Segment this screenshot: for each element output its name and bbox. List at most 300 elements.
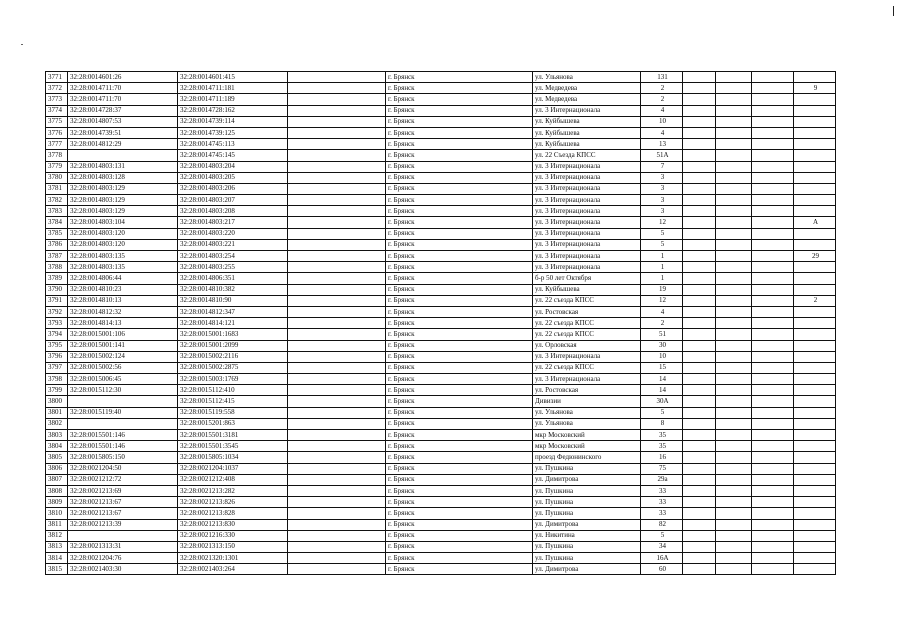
parcel-number: 32:28:0014806:44: [68, 273, 178, 284]
extra-cell-2: [716, 441, 752, 452]
object-number: 32:28:0014803:205: [178, 172, 288, 183]
house-number: 33: [641, 508, 683, 519]
house-number: 10: [641, 351, 683, 362]
extra-cell-2: [716, 306, 752, 317]
blank-cell: [288, 172, 386, 183]
extra-cell-1: [683, 161, 716, 172]
blank-cell: [288, 105, 386, 116]
parcel-number: 32:28:0014601:26: [68, 72, 178, 83]
extra-cell-4: [794, 105, 836, 116]
city: г. Брянск: [386, 441, 533, 452]
parcel-number: [68, 530, 178, 541]
extra-cell-3: [752, 206, 794, 217]
extra-cell-4: [794, 541, 836, 552]
object-number: 32:28:0014803:207: [178, 195, 288, 206]
object-number: 32:28:0014711:189: [178, 94, 288, 105]
parcel-number: 32:28:0015002:124: [68, 351, 178, 362]
row-number: 3790: [46, 284, 68, 295]
house-number: 13: [641, 139, 683, 150]
extra-cell-3: [752, 127, 794, 138]
extra-cell-3: [752, 183, 794, 194]
city: г. Брянск: [386, 239, 533, 250]
extra-cell-2: [716, 519, 752, 530]
parcel-number: 32:28:0014711:70: [68, 94, 178, 105]
object-number: 32:28:0014812:347: [178, 306, 288, 317]
extra-cell-2: [716, 239, 752, 250]
parcel-number: 32:28:0021204:76: [68, 553, 178, 564]
extra-cell-3: [752, 441, 794, 452]
house-number: 12: [641, 217, 683, 228]
blank-cell: [288, 318, 386, 329]
city: г. Брянск: [386, 385, 533, 396]
extra-cell-3: [752, 396, 794, 407]
street: Дивизии: [533, 396, 641, 407]
table-row: [46, 441, 836, 452]
blank-cell: [288, 508, 386, 519]
house-number: 5: [641, 407, 683, 418]
city: г. Брянск: [386, 150, 533, 161]
extra-cell-3: [752, 497, 794, 508]
table-row: [46, 306, 836, 317]
city: г. Брянск: [386, 127, 533, 138]
row-number: 3783: [46, 206, 68, 217]
street: ул. Ульянова: [533, 418, 641, 429]
extra-cell-2: [716, 396, 752, 407]
extra-cell-2: [716, 418, 752, 429]
house-number: 1: [641, 251, 683, 262]
parcel-number: 32:28:0021212:72: [68, 474, 178, 485]
extra-cell-1: [683, 396, 716, 407]
extra-cell-2: [716, 430, 752, 441]
blank-cell: [288, 362, 386, 373]
extra-cell-4: [794, 150, 836, 161]
street: ул. Пушкина: [533, 541, 641, 552]
blank-cell: [288, 396, 386, 407]
object-number: 32:28:0014810:382: [178, 284, 288, 295]
row-number: 3794: [46, 329, 68, 340]
city: г. Брянск: [386, 374, 533, 385]
house-number: 30А: [641, 396, 683, 407]
table-row: [46, 228, 836, 239]
blank-cell: [288, 161, 386, 172]
parcel-number: 32:28:0015001:141: [68, 340, 178, 351]
extra-cell-3: [752, 508, 794, 519]
city: г. Брянск: [386, 116, 533, 127]
table-row: [46, 430, 836, 441]
extra-cell-3: [752, 418, 794, 429]
extra-cell-4: [794, 374, 836, 385]
object-number: 32:28:0015501:3181: [178, 430, 288, 441]
table-row: [46, 251, 836, 262]
parcel-number: 32:28:0014807:53: [68, 116, 178, 127]
extra-cell-2: [716, 161, 752, 172]
extra-cell-4: [794, 284, 836, 295]
extra-cell-4: [794, 452, 836, 463]
extra-cell-4: [794, 318, 836, 329]
street: ул. 22 съезда КПСС: [533, 318, 641, 329]
row-number: 3810: [46, 508, 68, 519]
street: б-р 50 лет Октября: [533, 273, 641, 284]
house-number: 14: [641, 385, 683, 396]
extra-cell-2: [716, 206, 752, 217]
blank-cell: [288, 127, 386, 138]
blank-cell: [288, 497, 386, 508]
extra-cell-2: [716, 564, 752, 575]
house-number: 34: [641, 541, 683, 552]
extra-cell-3: [752, 83, 794, 94]
parcel-number: 32:28:0014739:51: [68, 127, 178, 138]
row-number: 3814: [46, 553, 68, 564]
parcel-number: 32:28:0021213:67: [68, 497, 178, 508]
extra-cell-3: [752, 362, 794, 373]
city: г. Брянск: [386, 206, 533, 217]
city: г. Брянск: [386, 519, 533, 530]
city: г. Брянск: [386, 329, 533, 340]
extra-cell-3: [752, 407, 794, 418]
extra-cell-4: [794, 463, 836, 474]
parcel-number: 32:28:0014803:129: [68, 195, 178, 206]
extra-cell-1: [683, 150, 716, 161]
extra-cell-2: [716, 195, 752, 206]
city: г. Брянск: [386, 418, 533, 429]
extra-cell-3: [752, 195, 794, 206]
table-row: [46, 127, 836, 138]
extra-cell-1: [683, 284, 716, 295]
extra-cell-1: [683, 72, 716, 83]
extra-cell-1: [683, 519, 716, 530]
city: г. Брянск: [386, 318, 533, 329]
city: г. Брянск: [386, 485, 533, 496]
house-number: 29а: [641, 474, 683, 485]
object-number: 32:28:0021213:826: [178, 497, 288, 508]
house-number: 5: [641, 530, 683, 541]
house-number: 35: [641, 441, 683, 452]
extra-cell-2: [716, 485, 752, 496]
row-number: 3774: [46, 105, 68, 116]
house-number: 4: [641, 105, 683, 116]
street: ул. Димитрова: [533, 474, 641, 485]
table-row: [46, 94, 836, 105]
table-row: [46, 396, 836, 407]
extra-cell-4: [794, 362, 836, 373]
extra-cell-3: [752, 72, 794, 83]
house-number: 4: [641, 127, 683, 138]
blank-cell: [288, 83, 386, 94]
city: г. Брянск: [386, 564, 533, 575]
row-number: 3784: [46, 217, 68, 228]
row-number: 3800: [46, 396, 68, 407]
parcel-number: 32:28:0015501:146: [68, 441, 178, 452]
extra-cell-2: [716, 508, 752, 519]
object-number: 32:28:0021403:264: [178, 564, 288, 575]
blank-cell: [288, 441, 386, 452]
blank-cell: [288, 150, 386, 161]
row-number: 3805: [46, 452, 68, 463]
city: г. Брянск: [386, 407, 533, 418]
house-number: 10: [641, 116, 683, 127]
row-number: 3804: [46, 441, 68, 452]
extra-cell-4: 29: [794, 251, 836, 262]
blank-cell: [288, 217, 386, 228]
extra-cell-4: А: [794, 217, 836, 228]
table-row: [46, 530, 836, 541]
blank-cell: [288, 94, 386, 105]
house-number: 75: [641, 463, 683, 474]
extra-cell-4: [794, 418, 836, 429]
page-edge-mark: [893, 6, 894, 16]
table-row: [46, 497, 836, 508]
extra-cell-3: [752, 553, 794, 564]
extra-cell-1: [683, 139, 716, 150]
blank-cell: [288, 485, 386, 496]
table-row: [46, 150, 836, 161]
blank-cell: [288, 239, 386, 250]
extra-cell-2: [716, 474, 752, 485]
extra-cell-2: [716, 172, 752, 183]
extra-cell-1: [683, 318, 716, 329]
table-row: [46, 83, 836, 94]
object-number: 32:28:0021212:408: [178, 474, 288, 485]
extra-cell-4: [794, 161, 836, 172]
parcel-number: 32:28:0014728:37: [68, 105, 178, 116]
street: ул. Пушкина: [533, 497, 641, 508]
street: ул. Куйбышева: [533, 116, 641, 127]
blank-cell: [288, 463, 386, 474]
object-number: 32:28:0015201:863: [178, 418, 288, 429]
blank-cell: [288, 195, 386, 206]
house-number: 12: [641, 295, 683, 306]
extra-cell-4: [794, 239, 836, 250]
object-number: 32:28:0015002:2116: [178, 351, 288, 362]
blank-cell: [288, 262, 386, 273]
table-row: [46, 385, 836, 396]
street: ул. 3 Интернационала: [533, 195, 641, 206]
blank-cell: [288, 329, 386, 340]
city: г. Брянск: [386, 474, 533, 485]
parcel-number: 32:28:0021403:30: [68, 564, 178, 575]
row-number: 3786: [46, 239, 68, 250]
street: ул. Пушкина: [533, 485, 641, 496]
street: ул. Димитрова: [533, 564, 641, 575]
street: ул. 3 Интернационала: [533, 251, 641, 262]
extra-cell-2: [716, 183, 752, 194]
parcel-number: 32:28:0014810:13: [68, 295, 178, 306]
table-row: [46, 72, 836, 83]
extra-cell-4: [794, 72, 836, 83]
extra-cell-3: [752, 530, 794, 541]
blank-cell: [288, 564, 386, 575]
table-row: [46, 262, 836, 273]
extra-cell-2: [716, 340, 752, 351]
table-row: [46, 116, 836, 127]
extra-cell-2: [716, 228, 752, 239]
extra-cell-3: [752, 306, 794, 317]
extra-cell-2: [716, 553, 752, 564]
house-number: 2: [641, 83, 683, 94]
parcel-number: 32:28:0014803:104: [68, 217, 178, 228]
parcel-number: 32:28:0014803:129: [68, 183, 178, 194]
extra-cell-3: [752, 485, 794, 496]
extra-cell-3: [752, 351, 794, 362]
city: г. Брянск: [386, 217, 533, 228]
extra-cell-1: [683, 407, 716, 418]
extra-cell-1: [683, 441, 716, 452]
extra-cell-1: [683, 385, 716, 396]
house-number: 16А: [641, 553, 683, 564]
street: ул. Ростовская: [533, 306, 641, 317]
extra-cell-1: [683, 273, 716, 284]
row-number: 3797: [46, 362, 68, 373]
object-number: 32:28:0014810:90: [178, 295, 288, 306]
object-number: 32:28:0014806:351: [178, 273, 288, 284]
parcel-number: 32:28:0014803:120: [68, 228, 178, 239]
object-number: 32:28:0014711:181: [178, 83, 288, 94]
table-row: [46, 374, 836, 385]
house-number: 8: [641, 418, 683, 429]
extra-cell-1: [683, 206, 716, 217]
city: г. Брянск: [386, 139, 533, 150]
extra-cell-3: [752, 284, 794, 295]
object-number: 32:28:0014803:255: [178, 262, 288, 273]
city: г. Брянск: [386, 262, 533, 273]
extra-cell-4: [794, 553, 836, 564]
extra-cell-4: [794, 139, 836, 150]
row-number: 3812: [46, 530, 68, 541]
object-number: 32:28:0014601:415: [178, 72, 288, 83]
blank-cell: [288, 407, 386, 418]
street: ул. Ульянова: [533, 407, 641, 418]
blank-cell: [288, 206, 386, 217]
extra-cell-3: [752, 273, 794, 284]
city: г. Брянск: [386, 553, 533, 564]
extra-cell-3: [752, 161, 794, 172]
parcel-number: 32:28:0021213:69: [68, 485, 178, 496]
parcel-number: 32:28:0014803:135: [68, 251, 178, 262]
table-row: [46, 351, 836, 362]
table-row: [46, 161, 836, 172]
row-number: 3796: [46, 351, 68, 362]
object-number: 32:28:0014814:121: [178, 318, 288, 329]
extra-cell-4: [794, 441, 836, 452]
extra-cell-1: [683, 228, 716, 239]
extra-cell-2: [716, 83, 752, 94]
row-number: 3799: [46, 385, 68, 396]
house-number: 5: [641, 228, 683, 239]
street: ул. 3 Интернационала: [533, 374, 641, 385]
extra-cell-1: [683, 463, 716, 474]
blank-cell: [288, 541, 386, 552]
row-number: 3811: [46, 519, 68, 530]
extra-cell-4: [794, 306, 836, 317]
table-row: [46, 183, 836, 194]
row-number: 3771: [46, 72, 68, 83]
extra-cell-3: [752, 217, 794, 228]
city: г. Брянск: [386, 251, 533, 262]
street: ул. 22 съезда КПСС: [533, 362, 641, 373]
street: ул. 3 Интернационала: [533, 217, 641, 228]
street: ул. Ульянова: [533, 72, 641, 83]
house-number: 4: [641, 306, 683, 317]
row-number: 3791: [46, 295, 68, 306]
parcel-number: 32:28:0014803:128: [68, 172, 178, 183]
object-number: 32:28:0021213:830: [178, 519, 288, 530]
extra-cell-4: [794, 228, 836, 239]
row-number: 3780: [46, 172, 68, 183]
city: г. Брянск: [386, 72, 533, 83]
street: ул. Никитина: [533, 530, 641, 541]
extra-cell-3: [752, 228, 794, 239]
city: г. Брянск: [386, 183, 533, 194]
extra-cell-1: [683, 351, 716, 362]
extra-cell-4: [794, 94, 836, 105]
parcel-number: [68, 396, 178, 407]
object-number: 32:28:0021213:282: [178, 485, 288, 496]
row-number: 3778: [46, 150, 68, 161]
table-row: [46, 239, 836, 250]
house-number: 2: [641, 318, 683, 329]
extra-cell-4: [794, 127, 836, 138]
table-row: [46, 217, 836, 228]
row-number: 3782: [46, 195, 68, 206]
blank-cell: [288, 72, 386, 83]
extra-cell-3: [752, 150, 794, 161]
street: ул. Куйбышева: [533, 139, 641, 150]
street: ул. Куйбышева: [533, 127, 641, 138]
row-number: 3785: [46, 228, 68, 239]
object-number: 32:28:0021320:1301: [178, 553, 288, 564]
extra-cell-4: [794, 508, 836, 519]
city: г. Брянск: [386, 430, 533, 441]
table-row: [46, 139, 836, 150]
city: г. Брянск: [386, 497, 533, 508]
extra-cell-3: [752, 564, 794, 575]
blank-cell: [288, 519, 386, 530]
extra-cell-3: [752, 329, 794, 340]
street: ул. 3 Интернационала: [533, 183, 641, 194]
extra-cell-1: [683, 329, 716, 340]
extra-cell-2: [716, 497, 752, 508]
object-number: 32:28:0021216:330: [178, 530, 288, 541]
city: г. Брянск: [386, 284, 533, 295]
house-number: 33: [641, 485, 683, 496]
city: г. Брянск: [386, 351, 533, 362]
city: г. Брянск: [386, 273, 533, 284]
extra-cell-2: [716, 284, 752, 295]
extra-cell-3: [752, 541, 794, 552]
extra-cell-4: [794, 407, 836, 418]
object-number: 32:28:0015119:558: [178, 407, 288, 418]
extra-cell-1: [683, 452, 716, 463]
extra-cell-4: [794, 497, 836, 508]
street: ул. 3 Интернационала: [533, 105, 641, 116]
city: г. Брянск: [386, 396, 533, 407]
house-number: 7: [641, 161, 683, 172]
street: ул. Орловская: [533, 340, 641, 351]
table-row: [46, 541, 836, 552]
extra-cell-1: [683, 127, 716, 138]
extra-cell-4: [794, 172, 836, 183]
house-number: 19: [641, 284, 683, 295]
extra-cell-3: [752, 519, 794, 530]
extra-cell-3: [752, 139, 794, 150]
parcel-number: 32:28:0015112:30: [68, 385, 178, 396]
extra-cell-1: [683, 262, 716, 273]
extra-cell-1: [683, 239, 716, 250]
house-number: 5: [641, 239, 683, 250]
street: ул. Пушкина: [533, 553, 641, 564]
parcel-number: 32:28:0014803:135: [68, 262, 178, 273]
extra-cell-4: [794, 273, 836, 284]
